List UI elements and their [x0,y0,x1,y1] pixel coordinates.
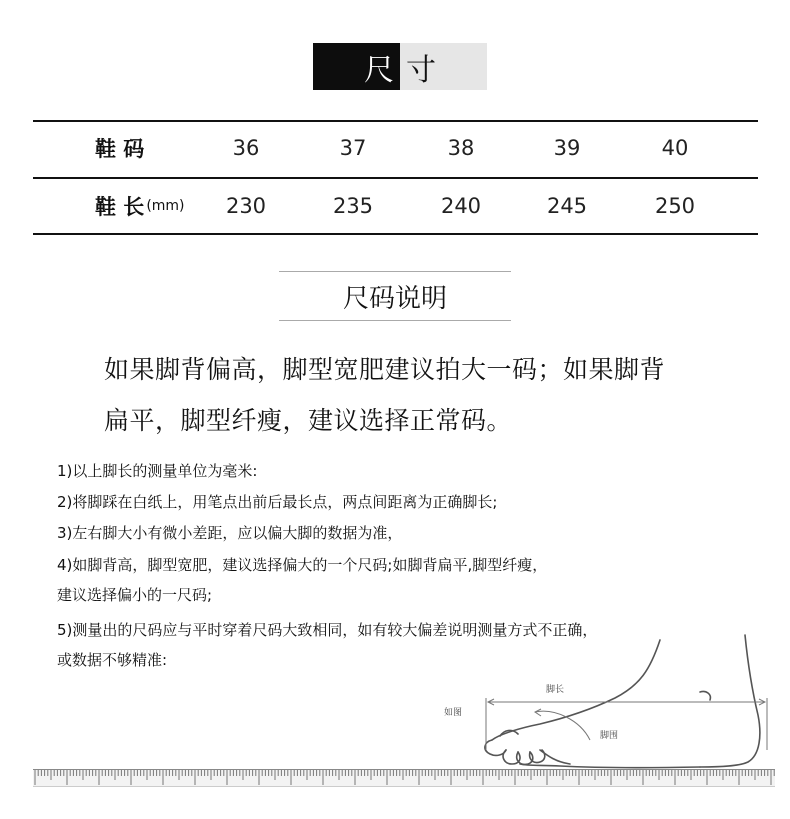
cell-length-250: 250 [654,194,696,218]
label-foot-width: 如图 [444,708,463,718]
cell-size-40: 40 [661,136,689,160]
cell-size-39: 39 [553,136,581,160]
note-4-cont: 建议选择偏小的一尺码; [57,586,213,604]
foot-outline-icon [485,635,760,768]
table-row-length [33,179,758,233]
note-3: 3)左右脚大小有微小差距，应以偏大脚的数据为准， [57,524,403,542]
size-title-right: 寸 [400,43,487,90]
table-row-size [33,121,758,175]
table-bottom-rule [33,233,758,235]
ruler [33,769,775,787]
note-5-cont: 或数据不够精准: [57,651,168,669]
cell-size-38: 38 [447,136,475,160]
note-2: 2)将脚踩在白纸上，用笔点出前后最长点，两点间距离为正确脚长; [57,493,498,511]
cell-size-36: 36 [232,136,260,160]
note-4: 4)如脚背高，脚型宽肥，建议选择偏大的一个尺码;如脚背扁平,脚型纤瘦， [57,556,548,574]
cell-length-230: 230 [225,194,267,218]
size-title-left: 尺 [313,43,400,90]
size-title [313,43,487,90]
guide-paragraph-line-2: 扁平，脚型纤瘦，建议选择正常码。 [104,406,513,435]
cell-length-240: 240 [440,194,482,218]
cell-size-37: 37 [339,136,367,160]
note-1: 1)以上脚长的测量单位为毫米: [57,462,258,480]
label-foot-circumference: 脚围 [600,731,619,741]
row-label-length: 鞋 长 (mm) [95,195,185,219]
foot-measure-illustration [0,630,790,770]
label-foot-length: 脚长 [546,685,565,695]
cell-length-245: 245 [546,194,588,218]
foot-width-arrow [535,709,590,740]
cell-length-235: 235 [332,194,374,218]
row-label-unit: (mm) [146,198,185,214]
size-guide-title: 尺码说明 [279,271,511,321]
guide-paragraph-line-1: 如果脚背偏高，脚型宽肥建议拍大一码；如果脚背 [104,355,666,384]
note-5: 5)测量出的尺码应与平时穿着尺码大致相同，如有较大偏差说明测量方式不正确， [57,621,598,639]
foot-length-arrow [486,698,767,750]
row-label-size: 鞋 码 [95,137,145,161]
